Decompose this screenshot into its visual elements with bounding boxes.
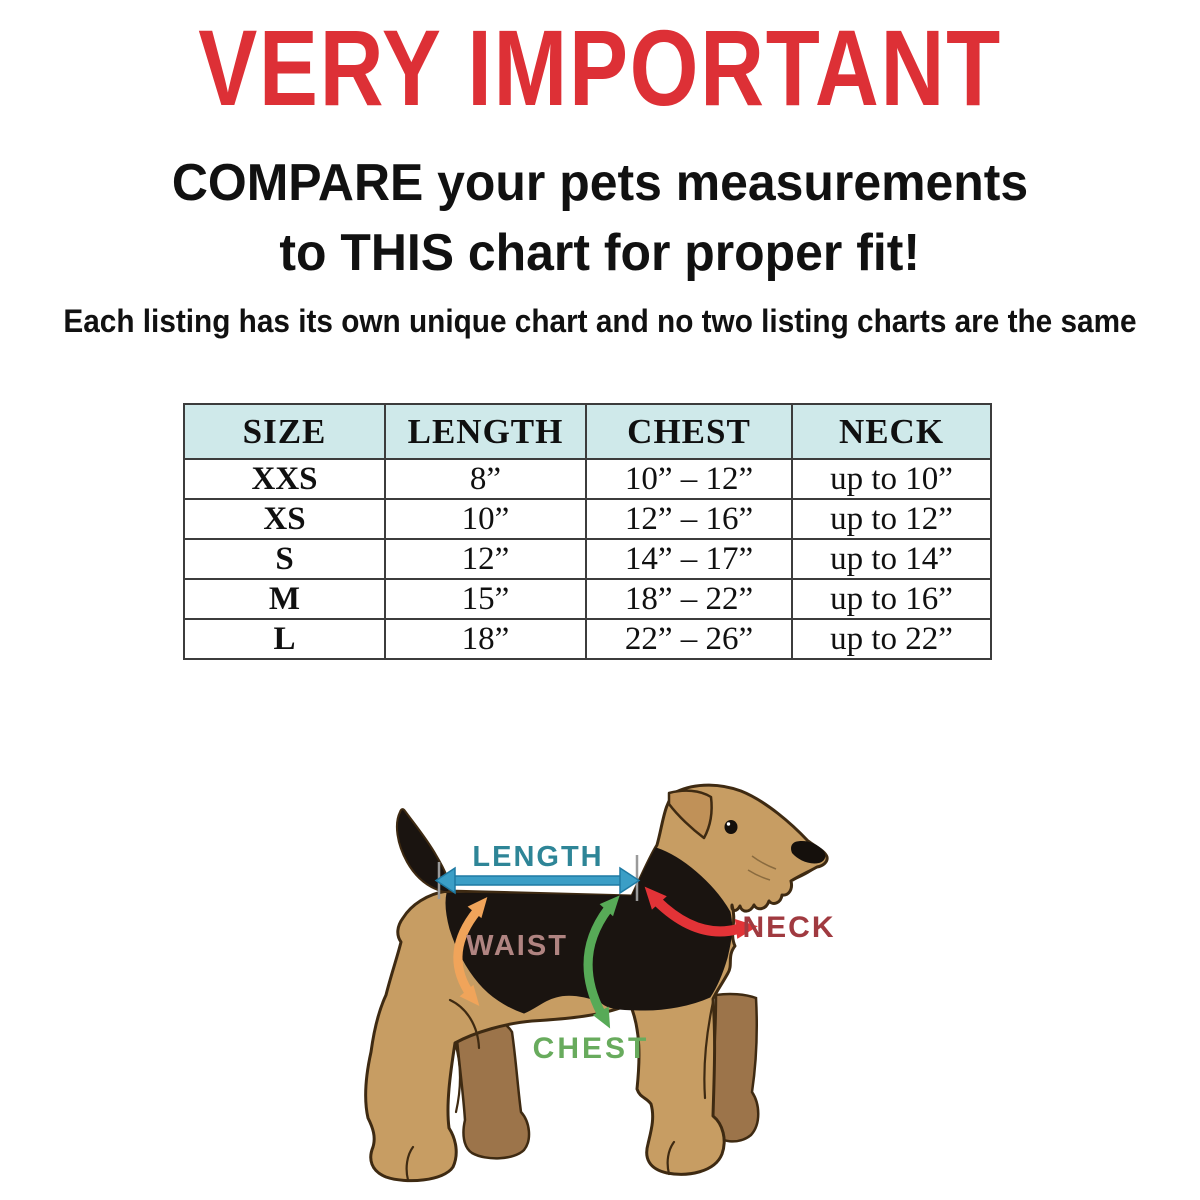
length-cell: 12” [385,539,586,579]
dog-measurement-diagram [350,770,1000,1200]
table-header-row [184,404,991,459]
length-cell: 10” [385,499,586,539]
size-cell: L [184,619,385,659]
table-row-l [184,619,991,659]
subtitle-line-1: COMPARE your pets measurements [171,154,1029,212]
neck-label: NECK [742,911,836,944]
column-header-size: SIZE [184,404,385,459]
page-title: VERY IMPORTANT [198,7,1002,128]
note-text: Each listing has its own unique chart and no two listing charts are the same [63,303,1137,339]
waist-label: WAIST [466,930,568,962]
size-cell: XXS [184,459,385,499]
size-cell: S [184,539,385,579]
column-header-length: LENGTH [385,404,586,459]
size-chart-table [183,403,992,660]
neck-cell: up to 10” [792,459,991,499]
chest-cell: 22” – 26” [586,619,792,659]
neck-cell: up to 22” [792,619,991,659]
table-row-s [184,539,991,579]
length-label: LENGTH [472,841,604,873]
chest-cell: 18” – 22” [586,579,792,619]
dog-eye [725,820,738,834]
neck-cell: up to 12” [792,499,991,539]
neck-cell: up to 14” [792,539,991,579]
table-row-xxs [184,459,991,499]
subtitle-line-2: to THIS chart for proper fit! [279,224,921,282]
length-cell: 15” [385,579,586,619]
chest-cell: 10” – 12” [586,459,792,499]
column-header-neck: NECK [792,404,991,459]
dog-eye-glint [727,822,730,825]
chest-cell: 12” – 16” [586,499,792,539]
length-cell: 8” [385,459,586,499]
table-row-m [184,579,991,619]
length-cell: 18” [385,619,586,659]
size-cell: XS [184,499,385,539]
column-header-chest: CHEST [586,404,792,459]
size-cell: M [184,579,385,619]
chest-cell: 14” – 17” [586,539,792,579]
neck-cell: up to 16” [792,579,991,619]
table-row-xs [184,499,991,539]
chest-label: CHEST [532,1032,650,1065]
